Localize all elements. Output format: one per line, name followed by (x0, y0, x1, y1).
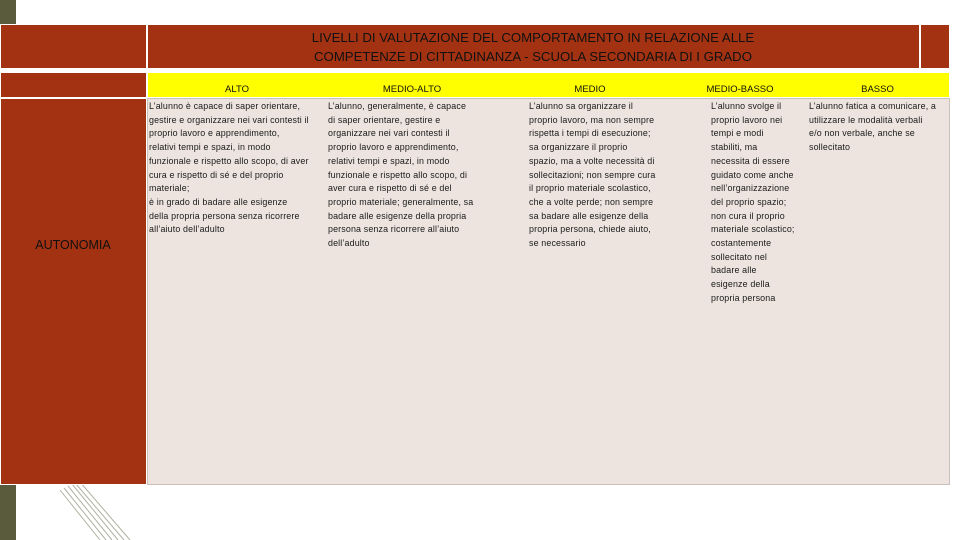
table-title (148, 28, 918, 66)
row-label-cell (0, 98, 147, 485)
col-header-alto: ALTO (225, 84, 249, 95)
title-left-cell (0, 24, 147, 69)
cell-medio: L’alunno sa organizzare il proprio lavoro, ma non sempre rispetta i tempi di esecuzione; sa organizzare il proprio spazio, ma a volte necessità di sollecitazioni; non sempre cura il proprio materiale scolastico, che a volte perde; non sempre sa badare alle esigenze della propria persona, chiede aiuto, se necessario (529, 101, 656, 249)
cell-medio-alto: L’alunno, generalmente, è capace di saper orientare, gestire e organizzare nei vari contesti il proprio lavoro e apprendimento, relativi tempi e spazi, in modo funzionale e rispetto allo scopo, di aver cura e rispetto di sé e del proprio materiale; generalmente, sa badare alle esigenze della propria persona senza ricorrere all’aiuto dell’adulto (328, 101, 474, 249)
title-line-2: COMPETENZE DI CITTADINANZA - SCUOLA SECONDARIA DI I GRADO (314, 49, 752, 64)
title-line-1: LIVELLI DI VALUTAZIONE DEL COMPORTAMENTO IN RELAZIONE ALLE (311, 30, 755, 45)
row-label-autonomia: AUTONOMIA (35, 238, 111, 252)
cell-basso: L’alunno fatica a comunicare, a utilizzare le modalità verbali e/o non verbale, anche se sollecitato (809, 101, 937, 153)
col-header-medio: MEDIO (574, 84, 606, 95)
col-header-medio-basso: MEDIO-BASSO (706, 84, 774, 95)
cell-medio-basso: L’alunno svolge il proprio lavoro nei tempi e modi stabiliti, ma necessita di essere guidato come anche nell’organizzazione del proprio spazio; non cura il proprio materiale scolastico; costantemente sollecitato nel badare alle esigenze della propria persona (711, 101, 795, 303)
col-header-medio-alto: MEDIO-ALTO (382, 84, 442, 95)
header-corner-cell (0, 72, 147, 98)
col-header-basso: BASSO (861, 84, 894, 95)
evaluation-table (0, 24, 950, 485)
title-right-cell (920, 24, 950, 69)
cell-alto: L’alunno è capace di saper orientare, gestire e organizzare nei vari contesti il proprio lavoro e apprendimento, relativi tempi e spazi, in modo funzionale e rispetto allo scopo, di aver cura e rispetto di sé e del proprio materiale; è in grado di badare alle esigenze della propria persona senza ricorrere all’aiuto dell’adulto (149, 101, 309, 235)
